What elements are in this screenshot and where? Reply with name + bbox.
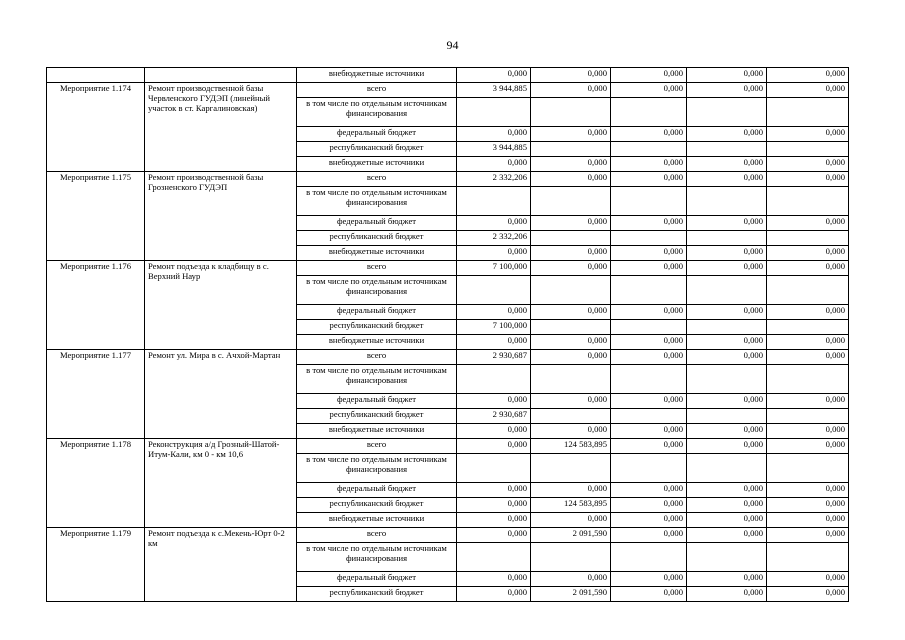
value-cell: 0,000: [687, 68, 767, 83]
value-cell: [531, 365, 611, 394]
value-cell: [531, 276, 611, 305]
source-label: федеральный бюджет: [297, 305, 457, 320]
value-cell: 0,000: [611, 439, 687, 454]
measure-id: Мероприятие 1.178: [47, 439, 145, 528]
value-cell: 0,000: [767, 172, 849, 187]
value-cell: 0,000: [531, 335, 611, 350]
value-cell: 0,000: [687, 439, 767, 454]
value-cell: [767, 187, 849, 216]
source-label: в том числе по отдельным источникам финансирования: [297, 276, 457, 305]
source-label: федеральный бюджет: [297, 394, 457, 409]
value-cell: 2 930,687: [457, 409, 531, 424]
value-cell: 0,000: [687, 127, 767, 142]
source-label: всего: [297, 350, 457, 365]
source-label: республиканский бюджет: [297, 320, 457, 335]
value-cell: [687, 142, 767, 157]
source-label: федеральный бюджет: [297, 216, 457, 231]
page-number: 94: [446, 38, 459, 52]
source-label: в том числе по отдельным источникам финансирования: [297, 187, 457, 216]
measure-id: Мероприятие 1.177: [47, 350, 145, 439]
value-cell: 0,000: [611, 305, 687, 320]
value-cell: [457, 365, 531, 394]
value-cell: 0,000: [611, 513, 687, 528]
value-cell: [457, 276, 531, 305]
source-label: республиканский бюджет: [297, 409, 457, 424]
value-cell: 0,000: [687, 587, 767, 602]
value-cell: 0,000: [767, 513, 849, 528]
value-cell: [767, 231, 849, 246]
value-cell: 0,000: [687, 83, 767, 98]
value-cell: 0,000: [457, 68, 531, 83]
value-cell: 0,000: [611, 394, 687, 409]
source-label: в том числе по отдельным источникам финансирования: [297, 98, 457, 127]
value-cell: 0,000: [611, 350, 687, 365]
value-cell: 0,000: [767, 350, 849, 365]
value-cell: [531, 454, 611, 483]
value-cell: [611, 98, 687, 127]
table-row: [47, 68, 849, 83]
value-cell: [531, 320, 611, 335]
measure-id-cell: [47, 68, 145, 83]
value-cell: 0,000: [531, 513, 611, 528]
value-cell: [687, 231, 767, 246]
value-cell: 3 944,885: [457, 142, 531, 157]
source-label: в том числе по отдельным источникам финансирования: [297, 365, 457, 394]
value-cell: [531, 409, 611, 424]
value-cell: 0,000: [767, 68, 849, 83]
value-cell: [687, 454, 767, 483]
source-label: внебюджетные источники: [297, 513, 457, 528]
value-cell: [767, 409, 849, 424]
table-row: [47, 439, 849, 454]
value-cell: [611, 409, 687, 424]
value-cell: 2 332,206: [457, 172, 531, 187]
value-cell: 0,000: [687, 483, 767, 498]
value-cell: 0,000: [457, 394, 531, 409]
value-cell: [611, 142, 687, 157]
table-row: [47, 528, 849, 543]
source-label: федеральный бюджет: [297, 483, 457, 498]
measure-name: Ремонт производственной базы Червленского ГУДЭП (линейный участок в ст. Каргалиновская): [145, 83, 297, 172]
value-cell: 0,000: [767, 127, 849, 142]
value-cell: 0,000: [611, 483, 687, 498]
value-cell: 0,000: [457, 513, 531, 528]
value-cell: 0,000: [767, 483, 849, 498]
measure-name: Реконструкция а/д Грозный-Шатой-Итум-Кали, км 0 - км 10,6: [145, 439, 297, 528]
source-label: внебюджетные источники: [297, 157, 457, 172]
value-cell: 0,000: [767, 246, 849, 261]
value-cell: 0,000: [611, 172, 687, 187]
source-label: республиканский бюджет: [297, 142, 457, 157]
value-cell: 0,000: [611, 216, 687, 231]
source-label: федеральный бюджет: [297, 127, 457, 142]
measure-id: Мероприятие 1.176: [47, 261, 145, 350]
value-cell: 0,000: [687, 246, 767, 261]
measure-id: Мероприятие 1.174: [47, 83, 145, 172]
source-label: всего: [297, 528, 457, 543]
value-cell: [457, 454, 531, 483]
value-cell: 0,000: [767, 498, 849, 513]
value-cell: 0,000: [531, 424, 611, 439]
value-cell: 0,000: [531, 83, 611, 98]
measure-id: Мероприятие 1.179: [47, 528, 145, 602]
value-cell: 0,000: [457, 424, 531, 439]
value-cell: 0,000: [687, 424, 767, 439]
table-row: [47, 172, 849, 187]
value-cell: [687, 187, 767, 216]
value-cell: [767, 543, 849, 572]
value-cell: 0,000: [611, 261, 687, 276]
value-cell: [457, 187, 531, 216]
value-cell: 0,000: [611, 587, 687, 602]
value-cell: 0,000: [457, 439, 531, 454]
value-cell: [531, 543, 611, 572]
budget-table-body: [47, 68, 849, 602]
value-cell: 0,000: [611, 572, 687, 587]
value-cell: 0,000: [457, 498, 531, 513]
value-cell: 0,000: [767, 83, 849, 98]
value-cell: 0,000: [687, 350, 767, 365]
value-cell: 0,000: [767, 394, 849, 409]
value-cell: [531, 187, 611, 216]
value-cell: 0,000: [767, 424, 849, 439]
value-cell: 0,000: [531, 216, 611, 231]
value-cell: 0,000: [767, 528, 849, 543]
value-cell: 0,000: [687, 513, 767, 528]
value-cell: 0,000: [531, 305, 611, 320]
value-cell: [531, 142, 611, 157]
value-cell: 7 100,000: [457, 261, 531, 276]
value-cell: 0,000: [687, 157, 767, 172]
value-cell: 0,000: [767, 157, 849, 172]
value-cell: [767, 320, 849, 335]
value-cell: [611, 231, 687, 246]
value-cell: [687, 365, 767, 394]
value-cell: 0,000: [531, 127, 611, 142]
value-cell: 0,000: [687, 261, 767, 276]
source-label: внебюджетные источники: [297, 335, 457, 350]
value-cell: 124 583,895: [531, 498, 611, 513]
value-cell: 2 930,687: [457, 350, 531, 365]
value-cell: 0,000: [611, 335, 687, 350]
value-cell: 0,000: [611, 528, 687, 543]
value-cell: [687, 409, 767, 424]
source-label: внебюджетные источники: [297, 68, 457, 83]
budget-table: [46, 67, 849, 602]
value-cell: [611, 187, 687, 216]
value-cell: 0,000: [531, 172, 611, 187]
table-row: [47, 83, 849, 98]
value-cell: 0,000: [611, 246, 687, 261]
value-cell: 0,000: [531, 261, 611, 276]
value-cell: 0,000: [767, 572, 849, 587]
value-cell: [531, 231, 611, 246]
value-cell: 0,000: [531, 483, 611, 498]
source-label: в том числе по отдельным источникам финансирования: [297, 454, 457, 483]
value-cell: 2 091,590: [531, 528, 611, 543]
value-cell: 0,000: [687, 305, 767, 320]
source-label: республиканский бюджет: [297, 587, 457, 602]
value-cell: 0,000: [611, 68, 687, 83]
value-cell: 0,000: [767, 439, 849, 454]
value-cell: 0,000: [767, 335, 849, 350]
source-label: всего: [297, 172, 457, 187]
value-cell: [767, 142, 849, 157]
value-cell: [611, 543, 687, 572]
value-cell: [687, 276, 767, 305]
value-cell: 0,000: [531, 246, 611, 261]
source-label: республиканский бюджет: [297, 231, 457, 246]
value-cell: [611, 454, 687, 483]
value-cell: 0,000: [687, 335, 767, 350]
value-cell: [611, 365, 687, 394]
value-cell: 0,000: [457, 127, 531, 142]
value-cell: [457, 543, 531, 572]
value-cell: 124 583,895: [531, 439, 611, 454]
source-label: всего: [297, 439, 457, 454]
value-cell: 0,000: [611, 127, 687, 142]
value-cell: 0,000: [767, 261, 849, 276]
value-cell: 0,000: [687, 498, 767, 513]
value-cell: 0,000: [767, 216, 849, 231]
value-cell: [767, 276, 849, 305]
value-cell: 0,000: [531, 68, 611, 83]
value-cell: [767, 365, 849, 394]
value-cell: 0,000: [611, 424, 687, 439]
value-cell: [531, 98, 611, 127]
value-cell: 0,000: [767, 587, 849, 602]
value-cell: 0,000: [687, 572, 767, 587]
measure-name: Ремонт производственной базы Грозненского ГУДЭП: [145, 172, 297, 261]
value-cell: 0,000: [687, 216, 767, 231]
value-cell: 0,000: [457, 157, 531, 172]
measure-name: Ремонт подъезда к кладбищу в с. Верхний Наур: [145, 261, 297, 350]
value-cell: 0,000: [531, 350, 611, 365]
value-cell: 0,000: [531, 394, 611, 409]
measure-name: Ремонт ул. Мира в с. Ачхой-Мартан: [145, 350, 297, 439]
source-label: республиканский бюджет: [297, 498, 457, 513]
value-cell: 2 091,590: [531, 587, 611, 602]
value-cell: 0,000: [457, 216, 531, 231]
value-cell: [457, 98, 531, 127]
table-row: [47, 350, 849, 365]
value-cell: [687, 543, 767, 572]
value-cell: [687, 98, 767, 127]
value-cell: 7 100,000: [457, 320, 531, 335]
value-cell: 0,000: [687, 528, 767, 543]
value-cell: 3 944,885: [457, 83, 531, 98]
source-label: внебюджетные источники: [297, 246, 457, 261]
value-cell: 0,000: [687, 172, 767, 187]
value-cell: 0,000: [611, 83, 687, 98]
value-cell: 0,000: [767, 305, 849, 320]
measure-id: Мероприятие 1.175: [47, 172, 145, 261]
value-cell: [611, 276, 687, 305]
measure-name: Ремонт подъезда к с.Мекень-Юрт 0-2 км: [145, 528, 297, 602]
value-cell: 0,000: [687, 394, 767, 409]
value-cell: 0,000: [531, 572, 611, 587]
value-cell: 0,000: [611, 498, 687, 513]
value-cell: 0,000: [531, 157, 611, 172]
value-cell: [611, 320, 687, 335]
table-row: [47, 261, 849, 276]
source-label: всего: [297, 261, 457, 276]
measure-name-cell: [145, 68, 297, 83]
source-label: всего: [297, 83, 457, 98]
value-cell: 0,000: [611, 157, 687, 172]
value-cell: 0,000: [457, 587, 531, 602]
value-cell: [767, 454, 849, 483]
source-label: федеральный бюджет: [297, 572, 457, 587]
value-cell: [687, 320, 767, 335]
value-cell: 2 332,206: [457, 231, 531, 246]
source-label: в том числе по отдельным источникам финансирования: [297, 543, 457, 572]
value-cell: 0,000: [457, 335, 531, 350]
value-cell: 0,000: [457, 305, 531, 320]
value-cell: 0,000: [457, 572, 531, 587]
source-label: внебюджетные источники: [297, 424, 457, 439]
value-cell: 0,000: [457, 528, 531, 543]
value-cell: 0,000: [457, 246, 531, 261]
value-cell: [767, 98, 849, 127]
value-cell: 0,000: [457, 483, 531, 498]
